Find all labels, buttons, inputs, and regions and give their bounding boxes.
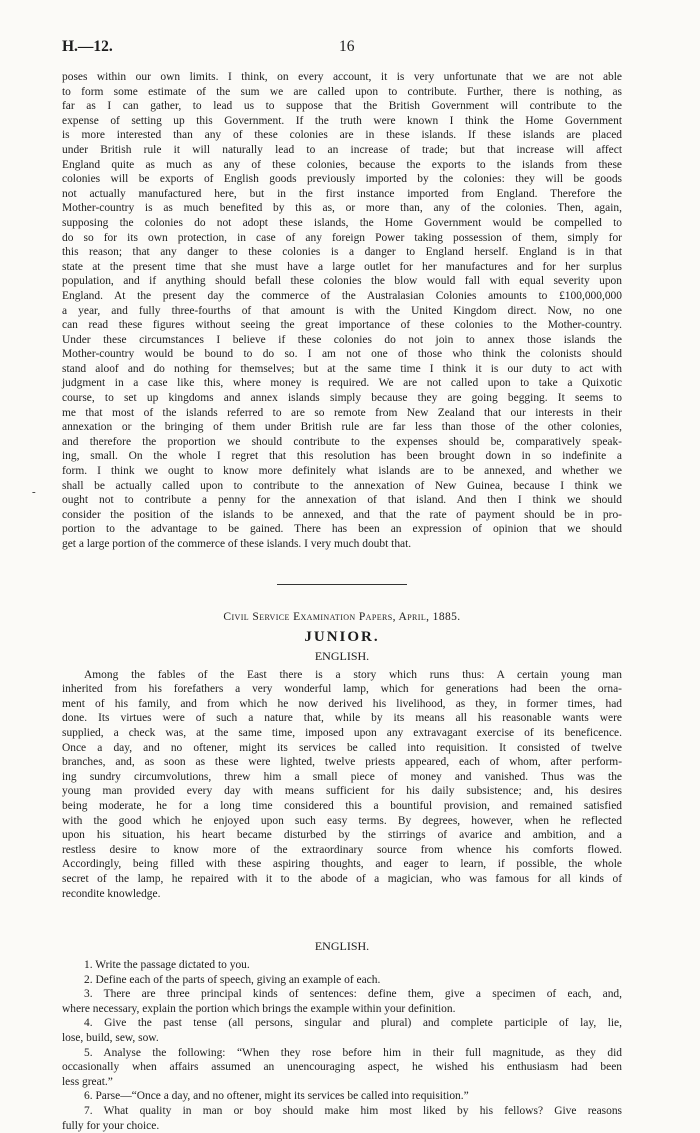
text-line: being moderate, he for a long time considered this a bountiful provision, and remained satisfied — [62, 799, 622, 812]
text-line: supplied, a check was, at the same time, imposed upon any extravagant exercise of its beneficence. — [62, 726, 622, 739]
text-line: colonies will be exports of English goods previously imported by the colonies: they will be goods — [62, 173, 622, 186]
text-line: not actually manufactured here, but in the first instance imported from England. Therefore the — [62, 187, 622, 200]
text-line: done. Its virtues were of such a nature that, while by its means all his reasonable wants were — [62, 712, 622, 725]
text-line: this reason; that any danger to these colonies is a danger to England herself. England is in that — [62, 246, 622, 259]
question-line: 7. What quality in man or boy should make him most liked by his fellows? Give reasons — [84, 1105, 622, 1118]
text-line: Mother-country is as much benefited by this as, or more than, any of the colonies. Then, again, — [62, 202, 622, 215]
text-line: inherited from his forefathers a very wonderful lamp, which for generations had been the orna- — [62, 683, 622, 696]
text-line: ment of his family, and from which he now derived his livelihood, as they, in former times, had — [62, 697, 622, 710]
text-line: England. At the present day the commerce of the Australasian Colonies amounts to £100,000,000 — [62, 289, 622, 302]
text-line: far as I can gather, to lead us to suppose that the British Government will contribute to the — [62, 100, 622, 113]
text-line: with the good which he enjoyed upon such easy terms. By degrees, however, when he reflected — [62, 814, 622, 827]
text-line: young man provided every day with means sufficient for his daily subsistence; and, his desires — [62, 785, 622, 798]
text-line: population, and if anything should befall these colonies the blow would fall with equal severity upon — [62, 275, 622, 288]
text-line: and therefore the proportion we should contribute to the expenses should be, comparatively speak- — [62, 435, 622, 448]
text-line: restless desire to know more of the extraordinary source from whence his comforts flowed. — [62, 843, 622, 856]
text-line: ing, small. On the whole I regret that this resolution has been brought down in so indefinite a — [62, 450, 622, 463]
text-line: shall be actually called upon to contribute to the annexation of New Guinea, because I think we — [62, 479, 622, 492]
text-line: course, to set up kingdoms and annex islands simply because they are going begging. It seems to — [62, 392, 622, 405]
text-line: get a large portion of the commerce of these islands. I very much doubt that. — [62, 538, 412, 550]
text-line: form. I think we ought to know more definitely what islands are to be annexed, and whether we — [62, 465, 622, 478]
text-line: is more interested than any of these colonies are in these islands. If these islands are placed — [62, 129, 622, 142]
text-line: stand aloof and do nothing for themselves; but at the same time I think it is our duty to act with — [62, 362, 622, 375]
subject-heading-questions: ENGLISH. — [314, 939, 370, 954]
running-header — [62, 38, 622, 60]
exam-heading: Civil Service Examination Papers, April, 1885. — [223, 610, 461, 623]
page-number: 16 — [339, 38, 355, 55]
question-line: 2. Define each of the parts of speech, giving an example of each. — [84, 973, 381, 986]
text-line: upon his situation, his heart became disturbed by the stirrings of avarice and ambition, and a — [62, 829, 622, 842]
text-line: Once a day, and no oftener, might its services be called into requisition. It consisted of twelve — [62, 741, 622, 754]
text-line: under British rule it will naturally lead to an increase of trade; but that increase will affect — [62, 143, 622, 156]
text-line: supposing the colonies do not adopt these islands, the Home Government would be compelled to — [62, 216, 622, 229]
question-line: 1. Write the passage dictated to you. — [84, 959, 250, 972]
question-line: fully for your choice. — [62, 1119, 160, 1132]
page-body — [62, 70, 622, 1133]
text-line: annexation or the bringing of them under British rule are far less than those of the other colonies, — [62, 421, 622, 434]
text-line: Mother-country would be bound to do so. I am not one of those who think the colonists should — [62, 348, 622, 361]
text-line: state at the present time that she must have a large outlet for her manufactures and for her surplus — [62, 260, 622, 273]
margin-mark: - — [32, 486, 36, 498]
speech-text — [62, 70, 622, 552]
text-line: ought not to contribute a penny for the annexation of that island. And then I think we should — [62, 494, 622, 507]
text-line: Accordingly, being filled with these aspiring thoughts, and eager to learn, if possible, the whole — [62, 858, 622, 871]
text-line: consider the position of the islands to be annexed, and that the rate of payment should be in pro- — [62, 508, 622, 521]
text-line: a year, and fully three-fourths of that amount is with the United Kingdom direct. Now, no one — [62, 304, 622, 317]
text-line: England quite as much as any of these colonies, because the exports to the islands from these — [62, 158, 622, 171]
question-line: 4. Give the past tense (all persons, singular and plural) and complete participle of lay, lie, — [84, 1017, 622, 1030]
text-line: recondite knowledge. — [62, 887, 161, 900]
text-line: do so for its own protection, in case of any foreign Power taking possession of them, simply for — [62, 231, 622, 244]
exam-level-title: JUNIOR. — [304, 628, 380, 645]
text-line: Among the fables of the East there is a story which runs thus: A certain young man — [84, 668, 622, 681]
question-line: 6. Parse—“Once a day, and no oftener, might its services be called into requisition.” — [84, 1090, 469, 1103]
text-line: branches, and, as soon as these were lighted, twelve priests appeared, each of whom, after perform- — [62, 756, 622, 769]
question-line: where necessary, explain the portion which brings the example within your definition. — [62, 1002, 456, 1015]
dictation-passage — [62, 668, 622, 902]
question-line: 5. Analyse the following: “When they rose before him in their full magnitude, as they did — [84, 1046, 622, 1059]
text-line: secret of the lamp, he repaired with it to the abode of a magician, who was famous for all kinds of — [62, 872, 622, 885]
text-line: poses within our own limits. I think, on every account, it is very unfortunate that we are not able — [62, 71, 622, 83]
text-line: to form some estimate of the sum we are called upon to contribute. Further, there is nothing, as — [62, 85, 622, 98]
text-line: Under these circumstances I believe if these colonies do not join to annex those islands the — [62, 333, 622, 346]
question-line: occasionally when affairs assumed an unencouraging aspect, he wished his enthusiasm had been — [62, 1061, 622, 1074]
text-line: me that most of the islands referred to are so remote from New Zealand that our interests in their — [62, 406, 622, 419]
question-line: 3. There are three principal kinds of sentences: define them, give a specimen of each, and, — [84, 988, 622, 1001]
question-line: lose, build, sew, sow. — [62, 1032, 159, 1045]
text-line: judgment in a case like this, where money is required. We are not called upon to take a Quixotic — [62, 377, 622, 390]
question-list — [62, 958, 622, 1133]
question-line: less great.” — [62, 1075, 113, 1088]
subject-heading-dictation: ENGLISH. — [314, 648, 370, 663]
document-reference: H.—12. — [62, 38, 113, 55]
text-line: ing sundry circumvolutions, threw him a small piece of money and vanished. Thus was the — [62, 770, 622, 783]
text-line: can read these figures without seeing the great importance of these colonies to the Mother-country. — [62, 319, 622, 332]
text-line: expense of setting up this Government. If the truth were known I think the Home Government — [62, 114, 622, 127]
section-divider — [277, 584, 407, 585]
text-line: portion to the advantage to be gained. There has been an expression of opinion that we should — [62, 523, 622, 536]
